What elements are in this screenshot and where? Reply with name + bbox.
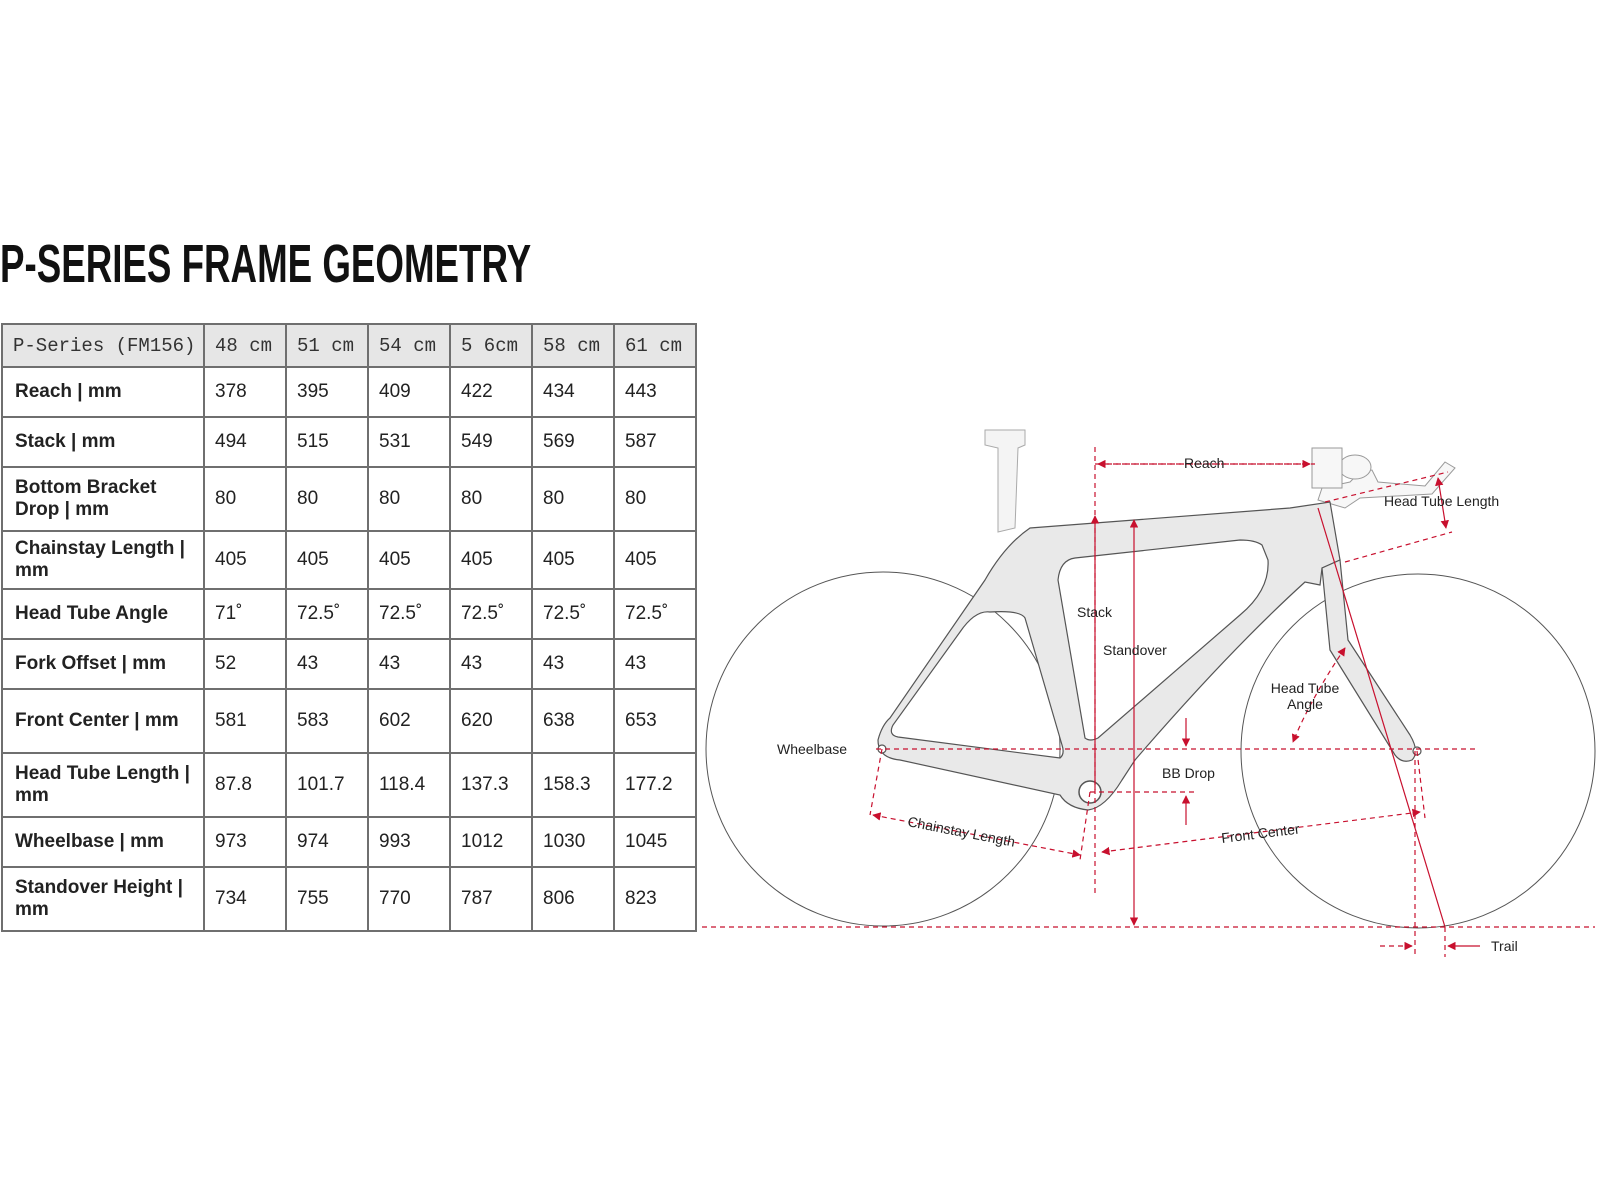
- table-header-size: 58 cm: [532, 324, 614, 367]
- table-cell: 806: [532, 867, 614, 931]
- table-cell: 787: [450, 867, 532, 931]
- table-header-size: 61 cm: [614, 324, 696, 367]
- table-cell: 515: [286, 417, 368, 467]
- front-center-right: [1417, 751, 1425, 818]
- reach-label: Reach: [1184, 455, 1225, 471]
- table-cell: 72.5˚: [614, 589, 696, 639]
- table-cell: 405: [532, 531, 614, 589]
- row-label: Chainstay Length | mm: [2, 531, 204, 589]
- table-cell: 434: [532, 367, 614, 417]
- row-label: Fork Offset | mm: [2, 639, 204, 689]
- table-cell: 395: [286, 367, 368, 417]
- table-cell: 87.8: [204, 753, 286, 817]
- table-cell: 569: [532, 417, 614, 467]
- row-label: Reach | mm: [2, 367, 204, 417]
- head-tube-bottom: [1345, 532, 1452, 562]
- steering-axis: [1318, 508, 1445, 927]
- table-cell: 405: [614, 531, 696, 589]
- table-cell: 1030: [532, 817, 614, 867]
- row-label: Front Center | mm: [2, 689, 204, 753]
- table-cell: 973: [204, 817, 286, 867]
- table-cell: 80: [450, 467, 532, 531]
- bb-drop-label: BB Drop: [1162, 765, 1215, 781]
- table-cell: 638: [532, 689, 614, 753]
- table-cell: 43: [286, 639, 368, 689]
- table-cell: 494: [204, 417, 286, 467]
- table-cell: 405: [450, 531, 532, 589]
- head-tube-angle-label-2: Angle: [1287, 696, 1323, 712]
- table-cell: 43: [450, 639, 532, 689]
- table-cell: 1012: [450, 817, 532, 867]
- fork: [1322, 560, 1416, 761]
- table-cell: 549: [450, 417, 532, 467]
- table-cell: 405: [368, 531, 450, 589]
- page-title: P-SERIES FRAME GEOMETRY: [0, 234, 532, 294]
- table-header-size: 5 6cm: [450, 324, 532, 367]
- table-cell: 583: [286, 689, 368, 753]
- table-cell: 52: [204, 639, 286, 689]
- table-header-model: P-Series (FM156): [2, 324, 204, 367]
- table-cell: 531: [368, 417, 450, 467]
- row-label: Bottom Bracket Drop | mm: [2, 467, 204, 531]
- table-cell: 378: [204, 367, 286, 417]
- table-cell: 653: [614, 689, 696, 753]
- table-cell: 1045: [614, 817, 696, 867]
- table-cell: 80: [204, 467, 286, 531]
- table-header-size: 48 cm: [204, 324, 286, 367]
- head-tube-length-label: Head Tube Length: [1384, 493, 1500, 509]
- chainstay-length-label: Chainstay Length: [906, 813, 1017, 850]
- table-cell: 620: [450, 689, 532, 753]
- table-cell: 43: [532, 639, 614, 689]
- table-cell: 974: [286, 817, 368, 867]
- seatpost: [985, 430, 1025, 532]
- table-cell: 71˚: [204, 589, 286, 639]
- table-cell: 72.5˚: [532, 589, 614, 639]
- trail-label: Trail: [1491, 938, 1518, 954]
- table-header-size: 54 cm: [368, 324, 450, 367]
- table-cell: 80: [286, 467, 368, 531]
- row-label: Head Tube Length | mm: [2, 753, 204, 817]
- standover-label: Standover: [1103, 642, 1167, 658]
- table-cell: 43: [614, 639, 696, 689]
- row-label: Wheelbase | mm: [2, 817, 204, 867]
- table-cell: 72.5˚: [286, 589, 368, 639]
- table-header-size: 51 cm: [286, 324, 368, 367]
- table-cell: 823: [614, 867, 696, 931]
- table-cell: 409: [368, 367, 450, 417]
- table-cell: 72.5˚: [450, 589, 532, 639]
- table-cell: 80: [368, 467, 450, 531]
- table-cell: 137.3: [450, 753, 532, 817]
- table-cell: 755: [286, 867, 368, 931]
- table-cell: 422: [450, 367, 532, 417]
- table-cell: 72.5˚: [368, 589, 450, 639]
- table-cell: 158.3: [532, 753, 614, 817]
- table-cell: 405: [204, 531, 286, 589]
- wheelbase-label: Wheelbase: [777, 741, 848, 757]
- front-center-label: Front Center: [1220, 820, 1301, 846]
- table-cell: 587: [614, 417, 696, 467]
- table-cell: 770: [368, 867, 450, 931]
- table-cell: 80: [532, 467, 614, 531]
- table-cell: 118.4: [368, 753, 450, 817]
- table-cell: 993: [368, 817, 450, 867]
- table-cell: 177.2: [614, 753, 696, 817]
- row-label: Stack | mm: [2, 417, 204, 467]
- table-cell: 405: [286, 531, 368, 589]
- table-cell: 101.7: [286, 753, 368, 817]
- table-cell: 43: [368, 639, 450, 689]
- table-cell: 602: [368, 689, 450, 753]
- head-tube-angle-label: Head Tube: [1270, 680, 1340, 696]
- stack-label: Stack: [1077, 604, 1113, 620]
- row-label: Standover Height | mm: [2, 867, 204, 931]
- table-cell: 80: [614, 467, 696, 531]
- chainstay-left: [870, 749, 882, 815]
- table-cell: 443: [614, 367, 696, 417]
- row-label: Head Tube Angle: [2, 589, 204, 639]
- table-cell: 581: [204, 689, 286, 753]
- table-cell: 734: [204, 867, 286, 931]
